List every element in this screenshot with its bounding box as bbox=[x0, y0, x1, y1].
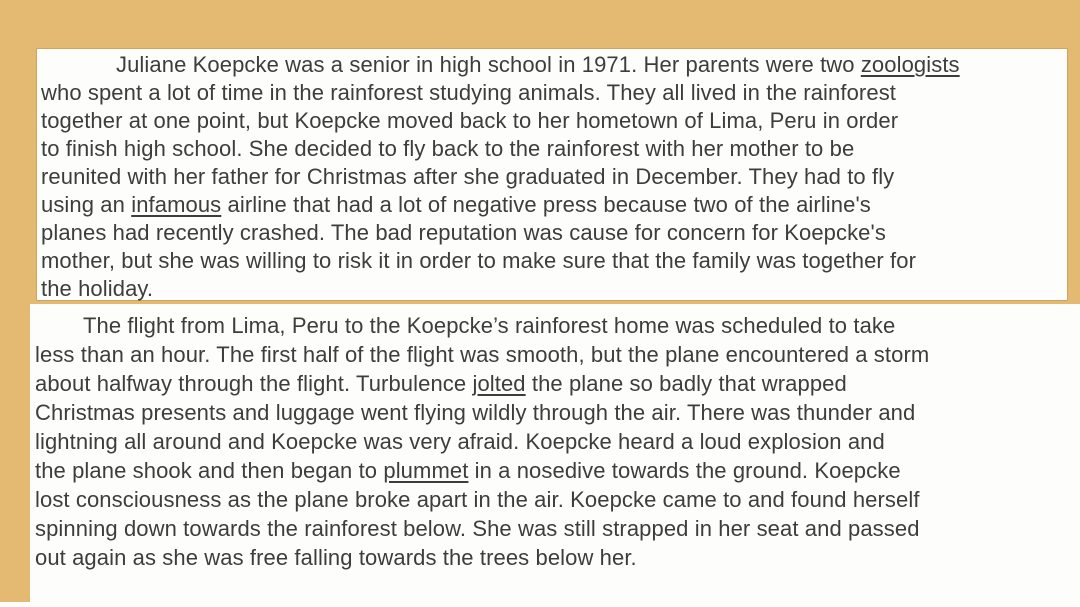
text-line bbox=[41, 51, 1061, 79]
text-segment: reunited with her father for Christmas after she graduated in December. They had to fly bbox=[41, 164, 895, 189]
text-line bbox=[41, 163, 1061, 191]
text-segment: lost consciousness as the plane broke apart in the air. Koepcke came to and found herself bbox=[35, 487, 920, 512]
text-line bbox=[41, 191, 1061, 219]
text-line bbox=[35, 456, 1080, 485]
text-segment: lightning all around and Koepcke was very afraid. Koepcke heard a loud explosion and bbox=[35, 429, 885, 454]
intro-paragraph-box bbox=[36, 48, 1068, 301]
text-line bbox=[35, 311, 1080, 340]
vocabulary-term: zoologists bbox=[860, 52, 960, 77]
text-line bbox=[41, 135, 1061, 163]
text-segment: out again as she was free falling towards the trees below her. bbox=[35, 545, 637, 570]
text-segment: the plane shook and then began to bbox=[35, 458, 384, 483]
text-line bbox=[35, 485, 1080, 514]
text-segment: less than an hour. The first half of the flight was smooth, but the plane encountered a storm bbox=[35, 342, 930, 367]
text-segment: planes had recently crashed. The bad reputation was cause for concern for Koepcke's bbox=[41, 220, 886, 245]
text-segment: to finish high school. She decided to fly back to the rainforest with her mother to be bbox=[41, 136, 855, 161]
vocabulary-term: plummet bbox=[383, 458, 469, 483]
text-line bbox=[35, 427, 1080, 456]
text-segment: the plane so badly that wrapped bbox=[525, 371, 847, 396]
text-segment: about halfway through the flight. Turbulence bbox=[35, 371, 473, 396]
paragraph-1 bbox=[41, 51, 1061, 303]
text-line bbox=[35, 398, 1080, 427]
text-segment: in a nosedive towards the ground. Koepcke bbox=[468, 458, 901, 483]
text-segment: The flight from Lima, Peru to the Koepcke’s rainforest home was scheduled to take bbox=[83, 313, 896, 338]
text-segment: spinning down towards the rainforest below. She was still strapped in her seat and passed bbox=[35, 516, 920, 541]
vocabulary-term: infamous bbox=[131, 192, 222, 217]
text-segment: together at one point, but Koepcke moved back to her hometown of Lima, Peru in order bbox=[41, 108, 899, 133]
text-line bbox=[41, 247, 1061, 275]
text-line bbox=[35, 340, 1080, 369]
text-segment: Juliane Koepcke was a senior in high school in 1971. Her parents were two bbox=[116, 52, 861, 77]
text-line bbox=[41, 107, 1061, 135]
paragraph-2 bbox=[35, 311, 1080, 572]
text-line bbox=[41, 79, 1061, 107]
text-segment: airline that had a lot of negative press because two of the airline's bbox=[221, 192, 871, 217]
text-segment: mother, but she was willing to risk it in order to make sure that the family was together for bbox=[41, 248, 917, 273]
text-line bbox=[35, 543, 1080, 572]
text-line bbox=[41, 275, 1061, 303]
text-line bbox=[35, 369, 1080, 398]
text-line bbox=[35, 514, 1080, 543]
vocabulary-term: jolted bbox=[472, 371, 526, 396]
text-line bbox=[41, 219, 1061, 247]
body-paragraph-panel bbox=[30, 304, 1080, 607]
text-segment: using an bbox=[41, 192, 132, 217]
text-segment: the holiday. bbox=[41, 276, 154, 301]
text-segment: Christmas presents and luggage went flying wildly through the air. There was thunder and bbox=[35, 400, 916, 425]
text-segment: who spent a lot of time in the rainforest studying animals. They all lived in the rainforest bbox=[41, 80, 897, 105]
